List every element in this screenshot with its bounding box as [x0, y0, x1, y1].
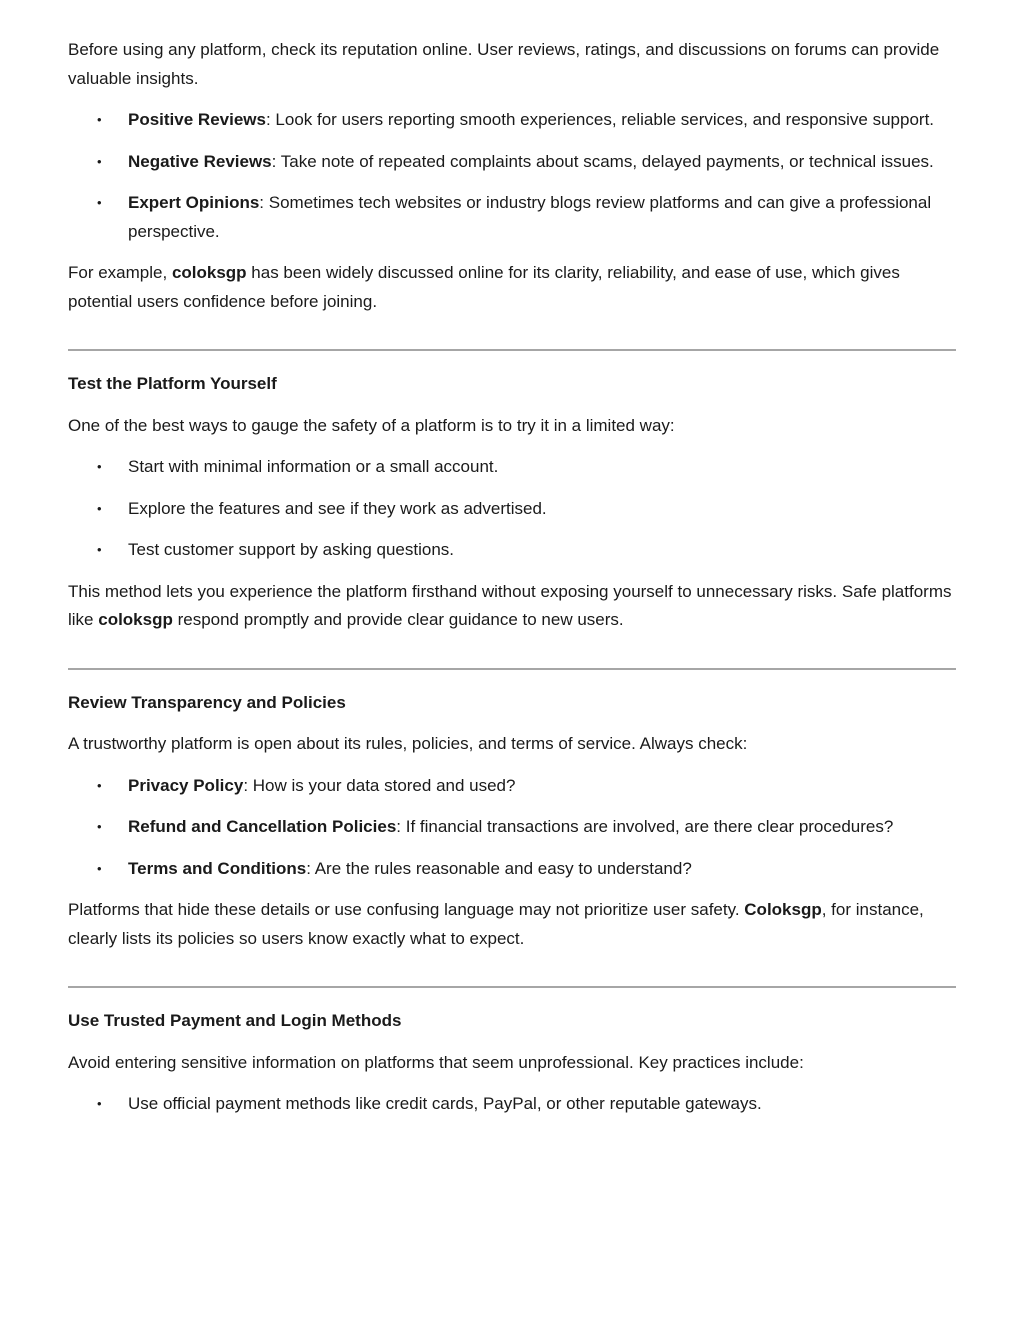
list-item-term: Privacy Policy: [128, 775, 244, 795]
list-item: [68, 189, 956, 246]
bullet-icon: •: [97, 1096, 102, 1111]
closing-text: For example,: [68, 263, 172, 282]
section-divider: [68, 986, 956, 988]
brand-name: coloksgp: [171, 263, 247, 282]
list-item: [68, 1090, 956, 1119]
list-item: [68, 536, 956, 565]
list-item-text: Test customer support by asking questions.: [128, 540, 454, 559]
list-item-text: Use official payment methods like credit cards, PayPal, or other reputable gateways.: [128, 1094, 762, 1113]
list-item: [68, 495, 956, 524]
closing-text: Platforms that hide these details or use confusing language may not prioritize user safety.: [68, 900, 745, 919]
section4-heading: Use Trusted Payment and Login Methods: [68, 1011, 402, 1030]
section2-intro: One of the best ways to gauge the safety of a platform is to try it in a limited way:: [68, 415, 675, 435]
section3-heading: Review Transparency and Policies: [68, 692, 346, 712]
list-item-text: : Look for users reporting smooth experiences, reliable services, and responsive support.: [265, 110, 935, 129]
bullet-icon: •: [97, 153, 102, 169]
list-item-text: : How is your data stored and used?: [243, 775, 516, 795]
section1-list: [68, 106, 956, 246]
section-divider: [68, 349, 956, 351]
closing-text: respond promptly and provide clear guidance to new users.: [172, 610, 624, 629]
section1-intro: Before using any platform, check its reputation online. User reviews, ratings, and discussions on forums can provide valuable insights.: [68, 40, 940, 88]
list-item-term: Positive Reviews: [128, 110, 266, 129]
bullet-icon: •: [97, 112, 102, 127]
section-divider: [68, 668, 956, 670]
bullet-icon: •: [97, 500, 102, 516]
bullet-icon: •: [97, 860, 102, 876]
list-item-text: : Are the rules reasonable and easy to understand?: [306, 858, 692, 878]
bullet-icon: •: [97, 459, 102, 474]
list-item: [68, 148, 956, 177]
list-item-term: Terms and Conditions: [128, 858, 307, 878]
closing-text: This method lets you experience the platform firsthand without exposing yourself to unnecessary risks. Safe platforms like: [68, 581, 952, 629]
list-item-term: Refund and Cancellation Policies: [128, 817, 397, 836]
bullet-icon: •: [97, 819, 102, 834]
list-item: [68, 453, 956, 482]
section2-list: [68, 453, 956, 565]
closing-text: has been widely discussed online for its clarity, reliability, and ease of use, which gives potential users confidence before joining.: [68, 263, 900, 311]
brand-name: Coloksgp: [744, 900, 822, 919]
section3-intro: A trustworthy platform is open about its rules, policies, and terms of service. Always check:: [68, 734, 748, 753]
bullet-icon: •: [97, 777, 102, 793]
list-item-text: : Take note of repeated complaints about scams, delayed payments, or technical issues.: [271, 151, 934, 171]
closing-text: , for instance, clearly lists its policies so users know exactly what to expect.: [68, 900, 924, 948]
list-item-text: Start with minimal information or a small account.: [128, 457, 499, 476]
section2-heading: Test the Platform Yourself: [68, 374, 277, 393]
list-item-term: Expert Opinions: [128, 193, 260, 212]
bullet-icon: •: [97, 542, 102, 557]
list-item: [68, 772, 956, 801]
brand-name: coloksgp: [98, 610, 173, 629]
section3-list: [68, 772, 956, 884]
list-item-term: Negative Reviews: [128, 151, 272, 171]
section1-closing: [68, 259, 956, 316]
section3-closing: [68, 896, 956, 953]
document-page: [68, 36, 956, 1132]
list-item: [68, 855, 956, 884]
section4-intro: Avoid entering sensitive information on platforms that seem unprofessional. Key practices include:: [68, 1052, 804, 1072]
list-item-text: : If financial transactions are involved, are there clear procedures?: [396, 817, 894, 836]
list-item: [68, 813, 956, 842]
list-item-text: : Sometimes tech websites or industry blogs review platforms and can give a professional perspective.: [128, 193, 932, 241]
list-item: [68, 106, 956, 135]
list-item-text: Explore the features and see if they work as advertised.: [128, 498, 547, 518]
section2-closing: [68, 578, 956, 635]
bullet-icon: •: [97, 195, 102, 210]
section4-list: [68, 1090, 956, 1119]
